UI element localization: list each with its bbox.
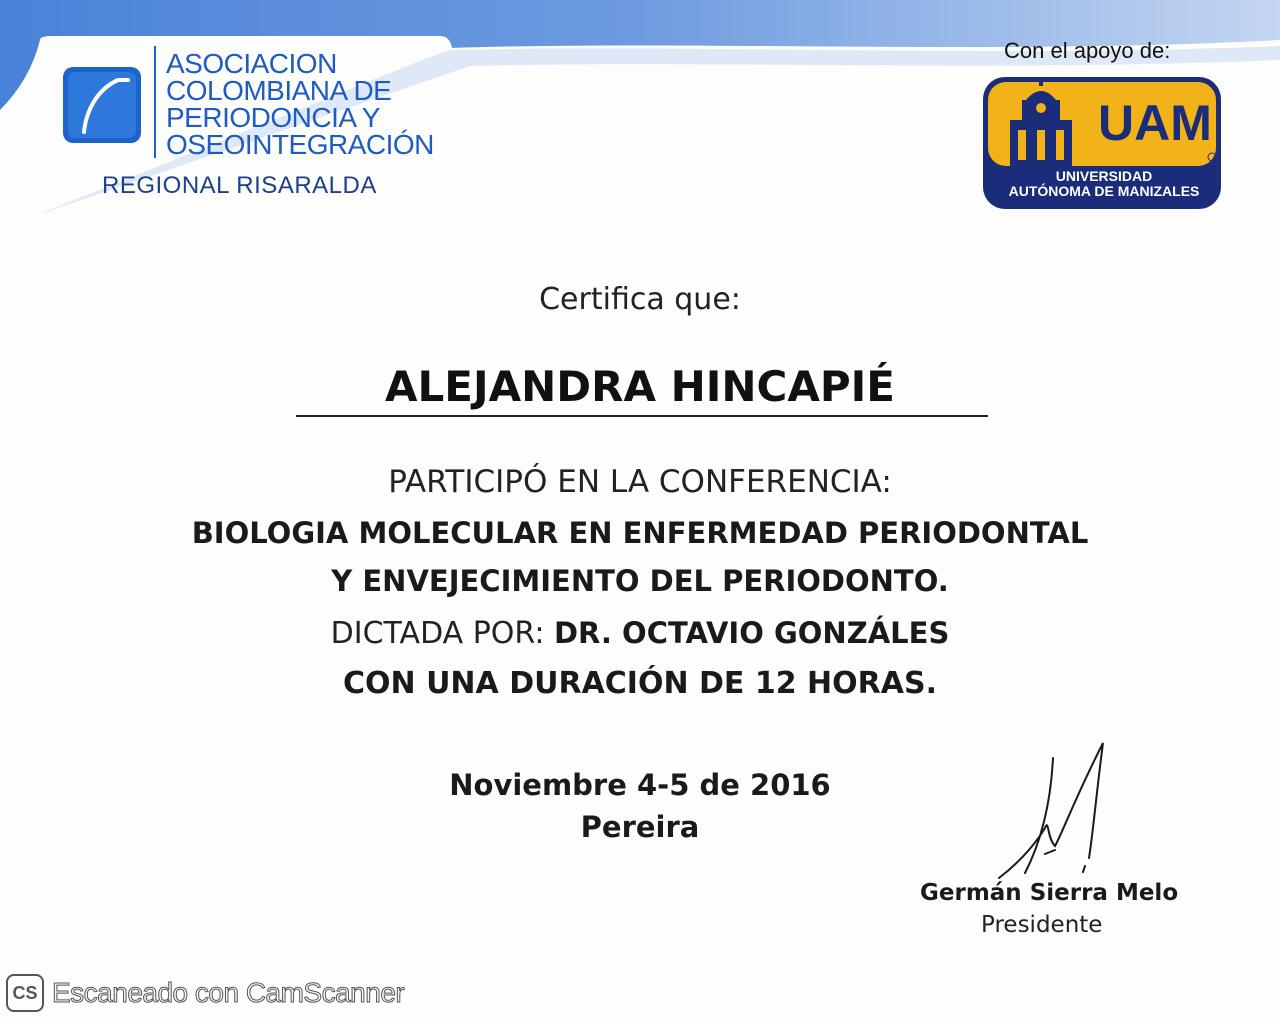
association-name-line: OSEOINTEGRACIÓN <box>166 129 434 160</box>
speaker-name: DR. OCTAVIO GONZÁLES <box>553 616 950 650</box>
signature-icon <box>985 738 1135 888</box>
recipient-underline <box>296 415 988 417</box>
uam-name-line: UNIVERSIDAD <box>1055 168 1153 184</box>
signatory-name: Germán Sierra Melo <box>920 880 1179 906</box>
speaker-label: DICTADA POR: <box>330 616 545 651</box>
event-date: Noviembre 4-5 de 2016 <box>449 768 831 802</box>
recipient-name: ALEJANDRA HINCAPIÉ <box>385 362 895 411</box>
camscanner-watermark <box>6 974 404 1012</box>
association-name-line: COLOMBIANA DE <box>166 75 392 106</box>
watermark-text: Escaneado con CamScanner <box>52 977 405 1008</box>
signatory-role: Presidente <box>981 912 1103 938</box>
conference-title-line-2: Y ENVEJECIMIENTO DEL PERIODONTO. <box>331 564 949 598</box>
duration-text: CON UNA DURACIÓN DE 12 HORAS. <box>343 666 937 701</box>
association-name-line: PERIODONCIA Y <box>166 102 380 133</box>
uam-acronym: UAM <box>1098 95 1212 151</box>
uam-full-name <box>990 169 1218 199</box>
speaker-line <box>0 616 1280 651</box>
certificate-intro: Certifica que: <box>539 282 741 317</box>
association-name <box>166 50 434 158</box>
event-city: Pereira <box>580 810 700 844</box>
association-divider <box>154 46 156 158</box>
conference-title-line-1: BIOLOGIA MOLECULAR EN ENFERMEDAD PERIODONTAL <box>191 516 1089 550</box>
association-regional: REGIONAL RISARALDA <box>102 172 377 199</box>
uam-name-line: AUTÓNOMA DE MANIZALES <box>1008 183 1200 199</box>
association-logo-icon <box>62 66 142 144</box>
camscanner-icon: CS <box>6 974 44 1012</box>
association-name-line: ASOCIACION <box>166 48 337 79</box>
participation-text: PARTICIPÓ EN LA CONFERENCIA: <box>388 464 892 500</box>
support-label: Con el apoyo de: <box>1004 38 1171 63</box>
